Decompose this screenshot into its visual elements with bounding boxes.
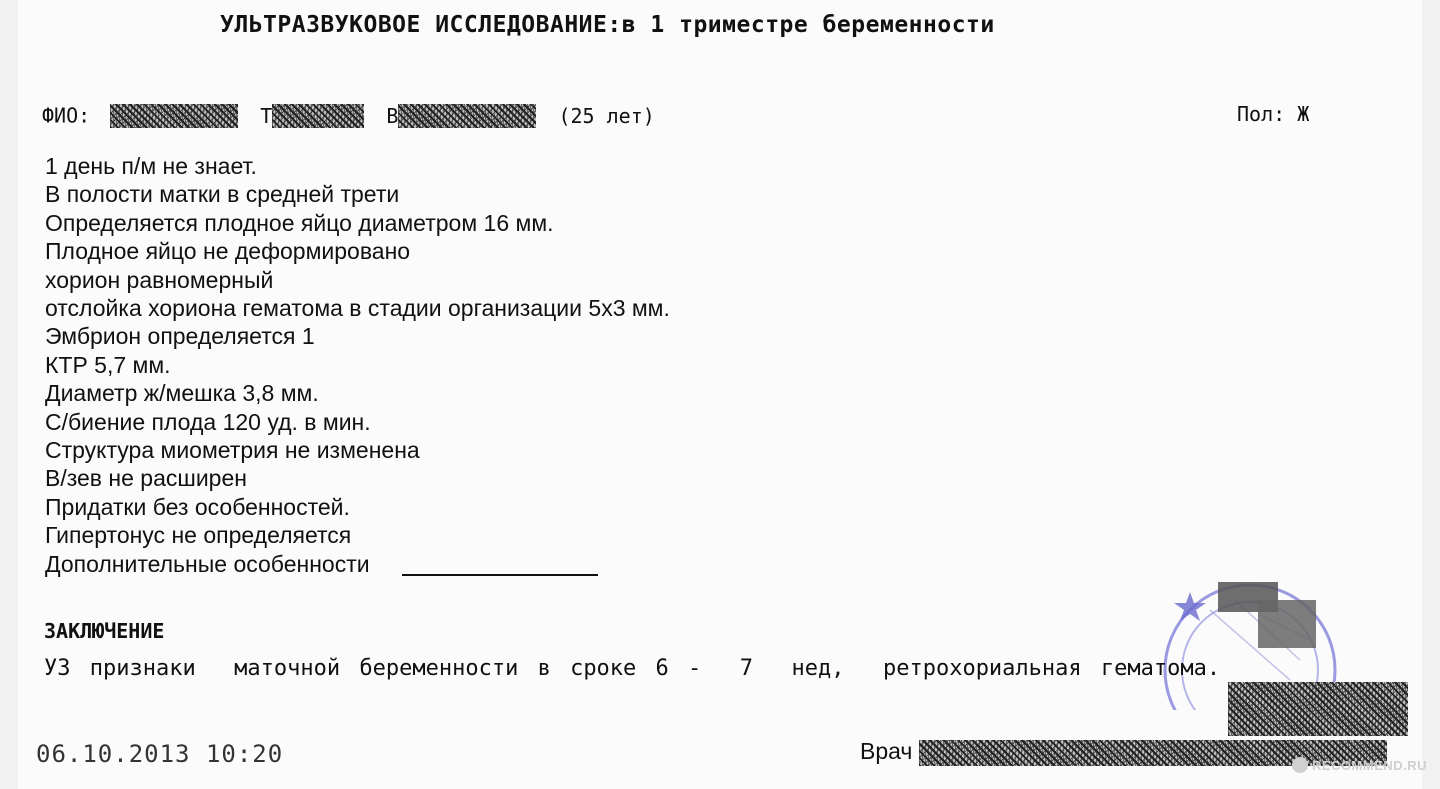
patient-sex: Пол: Ж — [1237, 102, 1310, 126]
patient-age: (25 лет) — [558, 103, 655, 128]
conclusion-heading: ЗАКЛЮЧЕНИЕ — [44, 619, 165, 643]
finding-line: отслойка хориона гематома в стадии организации 5х3 мм. — [45, 295, 670, 322]
name-initial: Т — [260, 103, 273, 128]
fio-label: ФИО: — [42, 103, 91, 128]
finding-line: В полости матки в средней трети — [45, 181, 400, 208]
doctor-label: Врач — [860, 738, 913, 764]
finding-line: В/зев не расширен — [45, 465, 247, 492]
finding-line: 1 день п/м не знает. — [45, 153, 257, 179]
findings-list — [45, 152, 670, 578]
finding-line: С/биение плода 120 уд. в мин. — [45, 408, 371, 435]
finding-line-additional — [45, 550, 670, 578]
redacted-patronymic — [398, 104, 536, 128]
exam-datetime: 06.10.2013 10:20 — [36, 740, 284, 768]
redacted-surname — [110, 104, 238, 128]
finding-line: Диаметр ж/мешка 3,8 мм. — [45, 380, 319, 407]
star-icon — [1174, 592, 1206, 621]
recommend-logo-icon — [1292, 757, 1308, 773]
finding-line: Структура миометрия не изменена — [45, 437, 420, 464]
watermark — [1292, 757, 1427, 773]
redacted-signature — [1228, 682, 1408, 736]
finding-line: хорион равномерный — [45, 266, 274, 293]
patronymic-initial: В — [386, 103, 399, 128]
finding-line: Гипертонус не определяется — [45, 522, 352, 549]
finding-line-text: Дополнительные особенности — [45, 550, 370, 577]
redacted-name — [272, 104, 364, 128]
finding-line: Эмбрион определяется 1 — [45, 323, 315, 350]
finding-line: КТР 5,7 мм. — [45, 351, 171, 378]
watermark-text: RECOMMEND.RU — [1312, 758, 1428, 773]
patient-line — [42, 102, 655, 128]
conclusion-text: УЗ признаки маточной беременности в сроке 6 - 7 нед, ретрохориальная гематома. — [44, 656, 1221, 681]
finding-line: Придатки без особенностей. — [45, 493, 350, 520]
report-title: УЛЬТРАЗВУКОВОЕ ИССЛЕДОВАНИЕ:в 1 триместре беременности — [220, 12, 995, 38]
finding-line: Определяется плодное яйцо диаметром 16 мм. — [45, 209, 554, 236]
blank-fill-line — [402, 573, 598, 576]
finding-line: Плодное яйцо не деформировано — [45, 238, 411, 265]
